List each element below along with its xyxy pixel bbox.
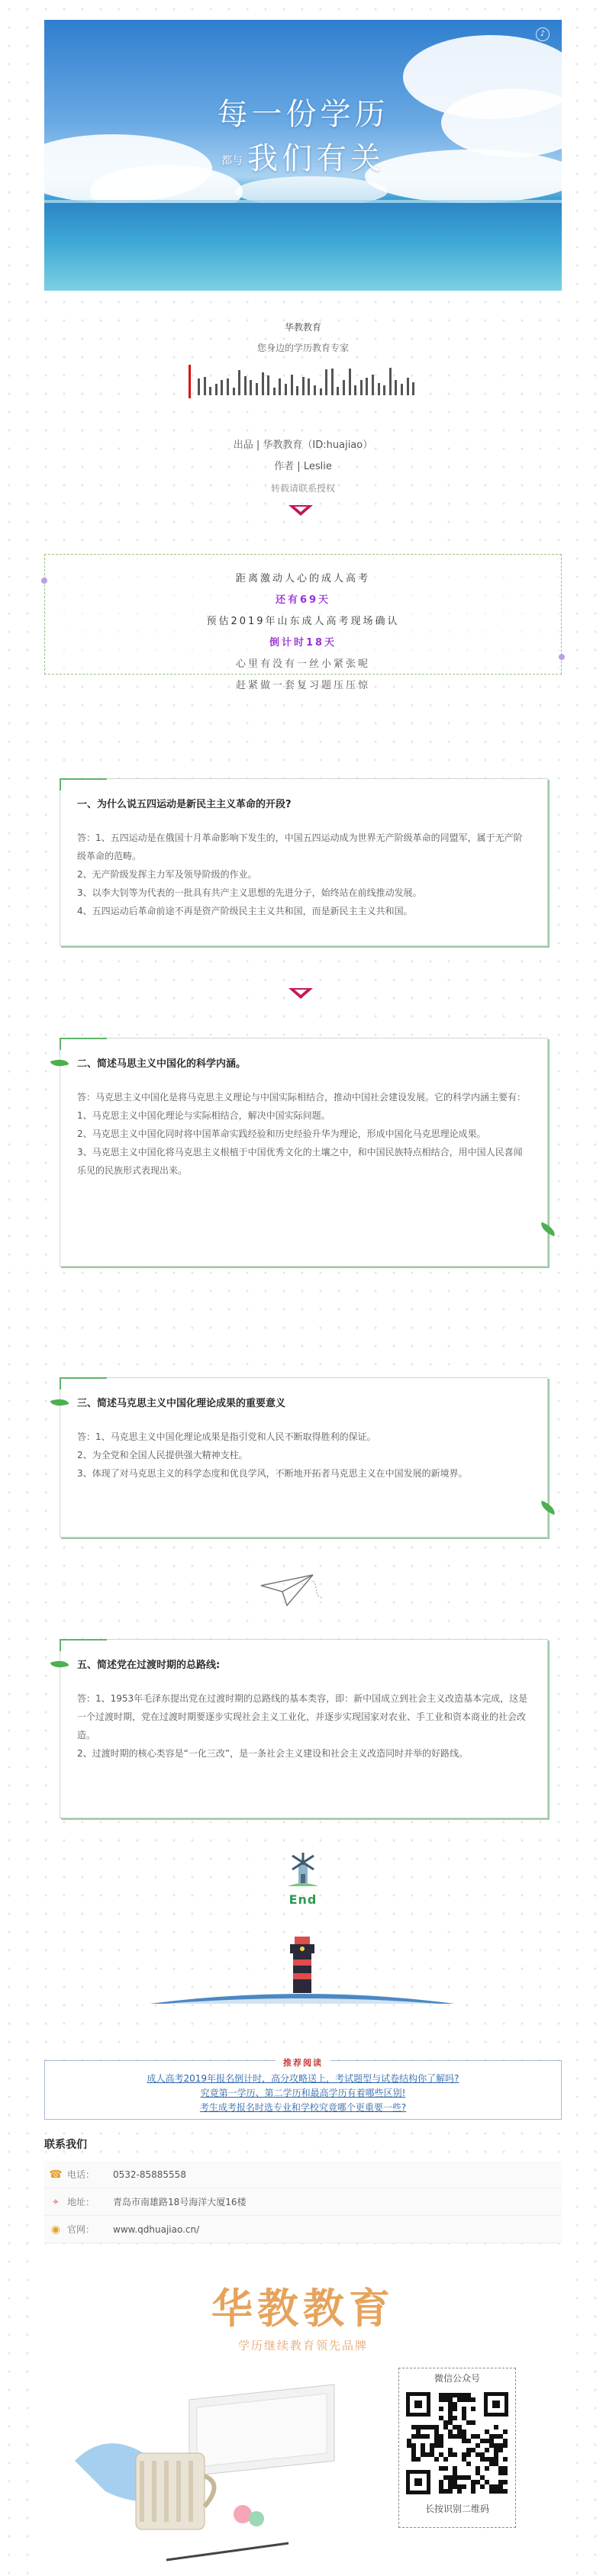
hero-title-line2-main: 我们有关 [247, 141, 385, 176]
waveform-bar [256, 383, 258, 395]
qr-module [443, 2457, 448, 2462]
question-card [60, 1038, 548, 1267]
answer-paragraph: 答：1、1953年毛泽东提出党在过渡时期的总路线的基本类容，即：新中国成立到社会主义改造基本完成，这是一个过渡时期，党在过渡时期要逐步实现社会主义工业化，并逐步实现国家对农业、手工业和资本商业的社会改造。 [77, 1693, 528, 1740]
waveform-bar [198, 378, 200, 395]
answer-paragraph: 3、体现了对马克思主义的科学态度和优良学风，不断地开拓者马克思主义在中国发展的新境界。 [77, 1468, 468, 1479]
waveform-bar [366, 378, 368, 395]
leaf-icon [50, 1396, 69, 1410]
answer-paragraph: 答：1、马克思主义中国化理论成果是指引党和人民不断取得胜利的保证。 [77, 1431, 376, 1442]
qr-module [448, 2489, 453, 2494]
recommend-links [45, 2061, 561, 2115]
qr-module [503, 2489, 508, 2494]
paper-plane-icon [259, 1572, 328, 1610]
contact-row-phone[interactable] [44, 2161, 562, 2188]
waveform-bar [273, 388, 276, 395]
waveform-bar [389, 368, 392, 395]
audio-waveform[interactable] [189, 368, 417, 398]
question-card [60, 1639, 548, 1818]
answer-paragraph: 3、马克思主义中国化将马克思主义根植于中国优秀文化的土壤之中，和中国民族特点相结合，用中国人民喜闻乐见的民族形式表现出来。 [77, 1147, 523, 1176]
end-section [0, 1847, 606, 1907]
waveform-bar [314, 385, 316, 395]
qr-title: 微信公众号 [434, 2373, 480, 2384]
contact-label: 官网： [67, 2224, 95, 2235]
lighthouse-icon [150, 1930, 455, 2007]
windmill-icon [280, 1847, 326, 1889]
waveform-bar [227, 378, 229, 395]
question-title: 二、简述马思主义中国化的科学内涵。 [77, 1058, 247, 1070]
waveform-bar [267, 375, 269, 395]
qr-module [471, 2397, 475, 2402]
waveform-bar [378, 383, 380, 395]
answer-paragraph: 2、为全党和全国人民提供强大精神支柱。 [77, 1450, 248, 1460]
qr-module [416, 2457, 421, 2462]
recommend-link[interactable]: 究竟第一学历、第二学历和最高学历有着哪些区别! [200, 2088, 406, 2098]
waveform-bar [407, 378, 409, 395]
credit-author: 作者 | Leslie [274, 461, 332, 472]
recommend-link[interactable]: 成人高考2019年报名倒计时，高分攻略送上，考试题型与试卷结构你了解吗? [147, 2073, 459, 2084]
qr-module [453, 2407, 457, 2411]
qr-module [471, 2407, 475, 2411]
audio-title: 华教教育 [284, 322, 321, 333]
answer-paragraph: 答：马克思主义中国化是将马克思主义理论与中国实际相结合，推动中国社会建设发展。它的科学内涵主要有： [77, 1092, 527, 1103]
hero-banner [44, 20, 562, 291]
qr-module [457, 2489, 462, 2494]
qr-module [443, 2466, 448, 2471]
qr-module [453, 2416, 457, 2420]
brand-footer [44, 2255, 562, 2576]
waveform-bar [233, 388, 235, 395]
qr-module [439, 2443, 443, 2448]
waveform-bar [401, 384, 403, 395]
recommend-title-wrap [45, 2054, 561, 2069]
qr-module [453, 2452, 457, 2457]
hero-small-text: 都与 [221, 155, 243, 167]
leaf-icon [50, 1056, 69, 1071]
waveform-bar [383, 385, 385, 395]
qr-module [503, 2480, 508, 2484]
waveform-bar [308, 378, 310, 395]
answer-paragraph: 2、马克思主义中国化同时将中国革命实践经验和历史经验升华为理论，形成中国化马克思理论成果。 [77, 1129, 486, 1139]
waveform-bar [354, 385, 356, 395]
waveform-bar [412, 382, 414, 395]
qr-module [434, 2457, 439, 2462]
qr-finder [406, 2470, 430, 2494]
audio-subtitle: 您身边的学历教育专家 [256, 343, 349, 353]
waveform-bar [372, 375, 374, 395]
qr-module [503, 2457, 508, 2462]
qr-module [466, 2462, 471, 2466]
leaf-icon [50, 1657, 69, 1672]
qr-finder [484, 2392, 508, 2417]
qr-module [480, 2484, 485, 2489]
countdown-line6: 赶紧做一套复习题压压惊 [235, 680, 370, 691]
waveform-bar [325, 369, 327, 395]
contact-section [44, 2136, 562, 2243]
countdown-line1: 距离激动人心的成人高考 [235, 573, 370, 584]
waveform-bar [349, 369, 351, 395]
triangle-divider-icon [288, 505, 313, 516]
qr-module [471, 2489, 475, 2494]
countdown-line5: 心里有没有一丝小紧张呢 [235, 658, 370, 670]
countdown-line3: 预估2019年山东成人高考现场确认 [206, 616, 400, 627]
waveform-bar [395, 380, 397, 395]
countdown-days: 还有69天 [275, 594, 331, 606]
qr-module [503, 2443, 508, 2448]
answer-paragraph: 2、过渡时期的核心类容是“一化三改”，是一条社会主义建设和社会主义改造同时并举的好路线。 [77, 1748, 469, 1759]
qr-caption: 长按识别二维码 [424, 2504, 489, 2514]
question-card [60, 1377, 548, 1538]
audio-progress-marker[interactable] [189, 365, 191, 398]
phone-icon: ☎ [49, 2168, 63, 2181]
waveform-bar [296, 386, 298, 395]
credit-license: 转载请联系授权 [270, 483, 335, 494]
end-text: End [288, 1892, 318, 1907]
answer-paragraph: 2、无产阶级发挥主力军及领导阶级的作业。 [77, 869, 257, 880]
qr-module [466, 2439, 471, 2443]
question-title: 五、简述党在过渡时期的总路线: [77, 1660, 221, 1671]
credit-publisher: 出品 | 华教教育（ID:huajiao） [233, 440, 373, 451]
exam-countdown-box [44, 554, 562, 691]
waveform-bar [250, 380, 252, 395]
credits [44, 435, 562, 499]
waveform-bar [204, 377, 206, 395]
waveform-bar [331, 369, 334, 395]
waveform-bar [244, 376, 247, 395]
qr-module [503, 2429, 508, 2434]
qr-code-icon[interactable] [406, 2392, 508, 2494]
leaf-icon [539, 1501, 558, 1515]
waveform-bar [262, 372, 264, 395]
qr-module [485, 2448, 489, 2452]
coffee-book-illustration [60, 2369, 350, 2568]
question-title: 一、为什么说五四运动是新民主主义革命的开段? [77, 799, 292, 810]
answer-paragraph: 3、以李大钊等为代表的一批具有共产主义思想的先进分子，始终站在前线推动发展。 [77, 887, 422, 898]
recommend-link[interactable]: 考生成考报名时选专业和学校究竟哪个更重要一些? [199, 2102, 407, 2113]
audio-player[interactable] [44, 320, 562, 398]
waveform-bar [215, 384, 218, 395]
waveform-bar [337, 387, 339, 395]
waveform-bar [209, 387, 211, 395]
leaf-icon [539, 1222, 558, 1237]
waveform-bar [302, 377, 305, 395]
recommend-title: 推荐阅读 [276, 2056, 330, 2069]
location-icon: ⌖ [53, 2195, 59, 2208]
qr-module [494, 2425, 498, 2429]
contact-value: 青岛市南雄路18号海洋大厦16楼 [113, 2197, 247, 2207]
brand-name: 华教教育 [211, 2285, 395, 2333]
qr-code-box [398, 2368, 516, 2528]
waveform-bar [291, 375, 293, 395]
answer-paragraph: 4、五四运动后革命前途不再是资产阶级民主主义共和国，而是新民主主义共和国。 [77, 906, 413, 916]
decor-dot [41, 578, 47, 584]
web-icon: ◉ [50, 2223, 61, 2236]
waveform-bar [221, 380, 223, 395]
qr-module [466, 2452, 471, 2457]
qr-finder [406, 2392, 430, 2417]
hero-title-line1: 每一份学历 [217, 97, 389, 132]
waveform-bar [285, 384, 287, 395]
qr-module [485, 2466, 489, 2471]
triangle-divider-icon [288, 988, 313, 999]
decor-dot [559, 654, 565, 660]
question-title: 三、简述马克思主义中国化理论成果的重要意义 [77, 1398, 286, 1409]
contact-label: 电话： [67, 2169, 95, 2180]
qr-module [475, 2443, 480, 2448]
waveform-bar [320, 388, 322, 395]
qr-module [462, 2484, 466, 2489]
qr-module [498, 2448, 503, 2452]
waveform-bar [238, 370, 240, 395]
countdown-confirm-days: 倒计时18天 [269, 637, 337, 649]
recommended-reading [44, 2060, 562, 2120]
qr-module [439, 2407, 443, 2411]
contact-value[interactable]: www.qdhuajiao.cn/ [113, 2223, 200, 2235]
question-card [60, 778, 548, 946]
contact-value[interactable]: 0532-85885558 [113, 2169, 186, 2180]
contact-label: 地址： [67, 2197, 95, 2207]
contact-row-website[interactable] [44, 2216, 562, 2243]
answer-paragraph: 1、马克思主义中国化理论与实际相结合，解决中国实际问题。 [77, 1110, 330, 1121]
sea [44, 203, 562, 291]
qr-module [425, 2434, 430, 2439]
brand-slogan: 学历继续教育领先品牌 [237, 2339, 368, 2352]
qr-module [471, 2420, 475, 2425]
hero-title-line2 [44, 134, 562, 178]
qr-module [503, 2471, 508, 2475]
contact-row-address[interactable] [44, 2188, 562, 2216]
answer-paragraph: 答：1、五四运动是在俄国十月革命影响下发生的，中国五四运动成为世界无产阶级革命的同盟军，属于无产阶级革命的范畴。 [77, 832, 523, 861]
music-icon[interactable]: ♪ [536, 27, 550, 41]
contact-title: 联系我们 [44, 2139, 87, 2151]
waveform-bar [343, 380, 345, 395]
waveform-bar [360, 380, 363, 395]
waveform-bar [279, 378, 281, 395]
